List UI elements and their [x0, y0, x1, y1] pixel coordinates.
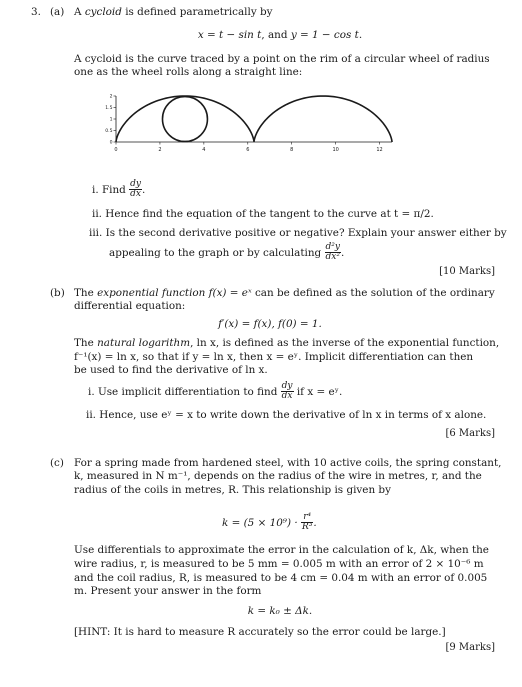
x-ticks [114, 142, 382, 153]
b-p-line1-b: , ln x, is defined as the inverse of the exponential function, [190, 337, 500, 349]
part-c-p3: and the coil radius, R, is measured to be 4 cm = 0.04 m with an error of 0.005 [74, 572, 488, 584]
part-b-label: (b) [50, 287, 65, 299]
eq-x: x = t − sin t [197, 29, 262, 41]
part-c-marks: [9 Marks] [445, 642, 495, 653]
y-tick-label: 1 [109, 117, 113, 123]
part-a-iii [89, 227, 507, 240]
a-i-label: i. [92, 183, 99, 196]
x-tick-label: 6 [246, 147, 250, 153]
a-iii-label: iii. [89, 227, 103, 239]
x-tick-label: 8 [290, 147, 294, 153]
cycloid-desc-1: A cycloid is the curve traced by a point on the rim of a circular wheel of radius [74, 53, 490, 65]
part-b-p3: be used to find the derivative of ln x. [74, 364, 268, 376]
part-a-i: i. Find $\frac{dy}{dx}$ . [92, 179, 146, 200]
part-b-marks: [6 Marks] [445, 428, 495, 439]
y-tick-label: 1.5 [105, 106, 113, 112]
dy-dx-fraction [129, 180, 142, 200]
a-iii-line2: appealing to the graph or by calculating [109, 246, 322, 259]
part-a-label: (a) [50, 6, 65, 18]
frac-den: dx [130, 189, 141, 200]
cycloid-curve [116, 96, 392, 142]
parametric-equations [180, 29, 380, 42]
b-i-label: i. [88, 385, 95, 398]
part-b-line1 [74, 287, 495, 300]
ode-equation: f′(x) = f(x), f(0) = 1. [218, 318, 322, 330]
part-b-line2: differential equation: [74, 300, 186, 312]
part-c-line3: radius of the coils in metres, R. This relationship is given by [74, 484, 391, 496]
intro-prefix: A [74, 6, 82, 18]
part-c-p1: Use differentials to approximate the error in the calculation of k, Δk, when the [74, 544, 489, 556]
part-c-p4: m. Present your answer in the form [74, 585, 262, 597]
frac-num: d²y [325, 242, 340, 252]
b-line1-term: exponential function [97, 287, 206, 299]
part-c-line2: k, measured in N m⁻¹, depends on the radius of the wire in metres, r, and the [74, 470, 482, 482]
part-a-intro [74, 6, 273, 19]
x-tick-label: 4 [202, 147, 206, 153]
cycloid-desc-2: one as the wheel rolls along a straight line: [74, 66, 303, 78]
cycloid-chart [100, 88, 410, 164]
frac-num: dy [281, 381, 293, 391]
part-a-ii [92, 208, 434, 221]
b-line1-b: can be defined as the solution of the ordinary [254, 287, 495, 299]
a-iii-line1: Is the second derivative positive or negative? Explain your answer either by [105, 227, 507, 239]
eq-end: . [313, 516, 317, 529]
error-form: k = k₀ ± Δk. [247, 605, 313, 617]
b-line1-fx: f(x) = eˣ [208, 287, 252, 299]
x-tick-label: 10 [332, 147, 339, 153]
x-tick-label: 12 [376, 147, 383, 153]
eq-y: y = 1 − cos t. [290, 29, 363, 41]
part-b-p2: f⁻¹(x) = ln x, so that if y = ln x, then x = eʸ. Implicit differentiation can then [74, 351, 474, 363]
part-b-p1 [74, 337, 499, 350]
b-p-line1-a: The [74, 337, 94, 349]
dy-dx-fraction [281, 382, 294, 402]
frac-num: dy [130, 179, 142, 189]
part-c-label: (c) [50, 457, 64, 469]
part-b-ii [86, 409, 486, 422]
part-c-p2: wire radius, r, is measured to be 5 mm = 0.005 m with an error of 2 × 10⁻⁶ m [74, 558, 484, 570]
frac-den: dx [281, 391, 293, 402]
y-ticks [105, 94, 116, 146]
y-tick-label: 2 [109, 94, 113, 100]
a-i-text: Find [101, 183, 126, 196]
part-a-marks: [10 Marks] [439, 266, 495, 277]
d2y-dx2-fraction [325, 243, 341, 263]
y-tick-label: 0.5 [105, 129, 113, 135]
part-c-line1: For a spring made from hardened steel, with 10 active coils, the spring constant, [74, 457, 502, 469]
part-a-iii-cont: appealing to the graph or by calculating $\frac{\text{d²y}}{\text{dx²}}$ . [109, 242, 345, 263]
b-i-text-b: if x = eʸ. [296, 385, 343, 398]
b-line1-a: The [74, 287, 94, 299]
eq-lhs: k = (5 × 10⁹) · [222, 516, 298, 529]
x-tick-label: 2 [158, 147, 162, 153]
b-i-text-a: Use implicit differentiation to find [97, 385, 278, 398]
y-tick-label: 0 [109, 140, 113, 146]
b-ii-text: Hence, use eʸ = x to write down the derivative of ln x in terms of x alone. [99, 409, 487, 421]
intro-term: cycloid [84, 6, 122, 18]
frac-den: R³ [301, 522, 313, 533]
frac-num: r⁴ [301, 513, 313, 523]
part-c-hint: [HINT: It is hard to measure R accurately so the error could be large.] [74, 626, 446, 638]
eq-sep: , and [261, 29, 288, 41]
intro-suffix: is defined parametrically by [125, 6, 273, 18]
wheel-circle [162, 97, 207, 142]
part-b-i [88, 382, 342, 402]
x-tick-label: 0 [114, 147, 118, 153]
b-p-line1-term: natural logarithm [97, 337, 191, 349]
frac-den: dx² [325, 252, 340, 263]
a-ii-text: Hence find the equation of the tangent to the curve at t = π/2. [105, 208, 434, 220]
r4-R3-fraction [301, 513, 313, 533]
a-ii-label: ii. [92, 208, 102, 220]
spring-equation [222, 513, 317, 533]
b-ii-label: ii. [86, 409, 96, 421]
question-number: 3. [31, 6, 41, 18]
